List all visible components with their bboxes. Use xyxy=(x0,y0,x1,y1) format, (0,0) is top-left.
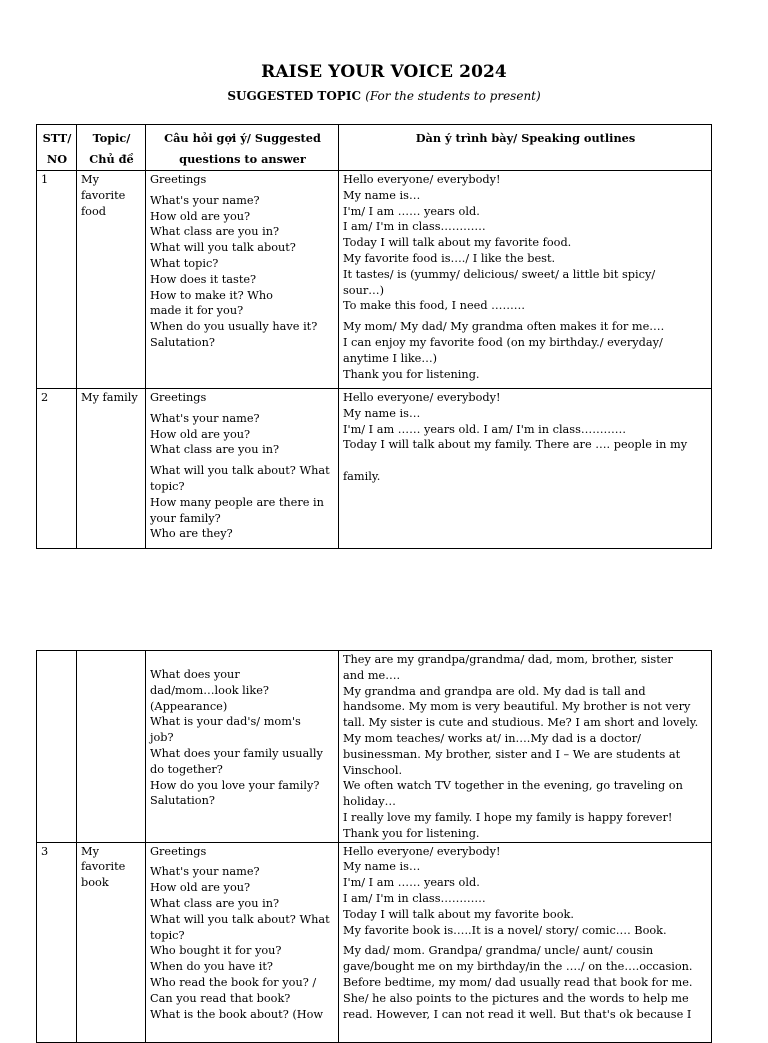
question-line: When do you have it? xyxy=(150,960,273,974)
outline-line: My name is… xyxy=(343,406,421,420)
header-outline xyxy=(339,125,712,171)
question-line: Who bought it for you? xyxy=(150,944,282,958)
topic-line: favorite xyxy=(81,860,126,874)
outline-line: I'm/ I am …… years old. xyxy=(343,876,480,890)
question-line: What does your xyxy=(150,668,240,681)
outline-line: Hello everyone/ everybody! xyxy=(343,391,501,404)
header-topic xyxy=(77,125,146,171)
outline-line: gave/bought me on my birthday/in the …./ on the….occasion. xyxy=(343,960,693,974)
outline-line: It tastes/ is (yummy/ delicious/ sweet/ a little bit spicy/ xyxy=(343,267,656,281)
question-line: What's your name? xyxy=(150,411,260,425)
question-line: How old are you? xyxy=(150,427,251,441)
document-subtitle xyxy=(0,89,768,103)
question-line: Greetings xyxy=(150,173,207,186)
outline-line: Hello everyone/ everybody! xyxy=(343,844,501,858)
question-line: What's your name? xyxy=(150,193,260,207)
question-line: How does it taste? xyxy=(150,272,257,286)
header-no-line: NO xyxy=(46,152,68,166)
question-line: How old are you? xyxy=(150,209,251,223)
row-outline xyxy=(339,171,712,389)
row-outline xyxy=(339,842,712,1042)
outline-line: My mom/ My dad/ My grandma often makes it for me…. xyxy=(343,320,665,334)
header-questions-line: questions to answer xyxy=(179,152,306,166)
topic-line: My family xyxy=(81,391,138,404)
subtitle-main: SUGGESTED TOPIC xyxy=(227,89,361,103)
header-questions xyxy=(146,125,339,171)
outline-line: and me…. xyxy=(343,668,401,682)
question-line: Can you read that book? xyxy=(150,991,291,1005)
header-no xyxy=(37,125,77,171)
topics-table-page-2 xyxy=(36,650,712,1043)
outline-line: Hello everyone/ everybody! xyxy=(343,173,501,186)
outline-line: She/ he also points to the pictures and the words to help me xyxy=(343,991,689,1005)
topic-line: book xyxy=(81,876,109,890)
outline-line: My mom teaches/ works at/ in….My dad is a doctor/ xyxy=(343,731,641,745)
outline-line: Today I will talk about my family. There are …. people in my xyxy=(343,438,688,452)
question-line: What class are you in? xyxy=(150,896,280,910)
outline-line: I'm/ I am …… years old. I am/ I'm in class………… xyxy=(343,422,627,436)
question-line: What class are you in? xyxy=(150,443,280,457)
outline-line: My favorite book is…..It is a novel/ story/ comic…. Book. xyxy=(343,923,667,937)
subtitle-note: (For the students to present) xyxy=(365,89,541,103)
outline-line: Before bedtime, my mom/ dad usually read that book for me. xyxy=(343,975,693,989)
outline-line: holiday… xyxy=(343,795,396,809)
question-line: How to make it? Who xyxy=(150,288,273,302)
row-topic xyxy=(77,651,146,843)
row-number xyxy=(37,651,77,843)
question-line: What does your family usually xyxy=(150,746,323,760)
header-outline-line: Dàn ý trình bày/ Speaking outlines xyxy=(415,131,636,145)
question-line: What will you talk about? What xyxy=(150,464,330,478)
outline-line: My name is… xyxy=(343,860,421,874)
topic-line: My xyxy=(81,844,99,858)
topics-table-page-1 xyxy=(36,124,712,549)
question-line: What will you talk about? What xyxy=(150,912,330,926)
outline-line: To make this food, I need ……… xyxy=(343,299,526,313)
question-line: Greetings xyxy=(150,844,207,858)
outline-line: My dad/ mom. Grandpa/ grandma/ uncle/ aunt/ cousin xyxy=(343,944,654,958)
table-row xyxy=(37,171,712,389)
outline-line: Today I will talk about my favorite book. xyxy=(343,907,574,921)
question-line: Who read the book for you? / xyxy=(150,975,317,989)
outline-line: My grandma and grandpa are old. My dad is tall and xyxy=(343,684,646,698)
question-line: do together? xyxy=(150,762,223,776)
outline-line: read. However, I can not read it well. But that's ok because I xyxy=(343,1007,692,1021)
question-line: topic? xyxy=(150,479,185,493)
outline-line: Thank you for listening. xyxy=(343,367,480,381)
row-topic xyxy=(77,389,146,549)
outline-line: They are my grandpa/grandma/ dad, mom, brother, sister xyxy=(343,653,673,666)
row-questions xyxy=(146,171,339,389)
question-line: topic? xyxy=(150,928,185,942)
table-row xyxy=(37,389,712,549)
outline-line: sour…) xyxy=(343,283,384,297)
question-line: How old are you? xyxy=(150,881,251,895)
outline-line: handsome. My mom is very beautiful. My brother is not very xyxy=(343,700,691,714)
document-title: RAISE YOUR VOICE 2024 xyxy=(261,62,507,82)
question-line: Greetings xyxy=(150,391,207,404)
row-number: 1 xyxy=(37,171,77,389)
row-outline xyxy=(339,651,712,843)
question-line: What is the book about? (How xyxy=(150,1007,324,1021)
question-line: How do you love your family? xyxy=(150,778,320,792)
outline-line: tall. My sister is cute and studious. Me? I am short and lovely. xyxy=(343,716,699,730)
row-topic xyxy=(77,171,146,389)
question-line: How many people are there in xyxy=(150,495,324,509)
row-number: 3 xyxy=(37,842,77,1042)
outline-line: My name is… xyxy=(343,188,421,202)
question-line: your family? xyxy=(150,511,221,525)
question-line: When do you usually have it? xyxy=(150,320,318,334)
question-line: dad/mom…look like? xyxy=(150,683,269,697)
outline-line: I'm/ I am …… years old. xyxy=(343,204,480,218)
table-row xyxy=(37,842,712,1042)
topic-line: My xyxy=(81,173,99,186)
row-questions xyxy=(146,842,339,1042)
outline-line: I really love my family. I hope my family is happy forever! xyxy=(343,810,673,824)
question-line: job? xyxy=(150,731,174,745)
outline-line: businessman. My brother, sister and I – We are students at xyxy=(343,747,681,761)
question-line: What class are you in? xyxy=(150,225,280,239)
outline-line: We often watch TV together in the evening, go traveling on xyxy=(343,779,683,793)
table-header-row xyxy=(37,125,712,171)
row-outline xyxy=(339,389,712,549)
question-line: Salutation? xyxy=(150,794,215,808)
question-line: What is your dad's/ mom's xyxy=(150,715,301,729)
question-line: What will you talk about? xyxy=(150,241,296,255)
question-line: What's your name? xyxy=(150,865,260,879)
row-number: 2 xyxy=(37,389,77,549)
topic-line: favorite xyxy=(81,188,126,202)
outline-line: Thank you for listening. xyxy=(343,826,480,840)
row-questions xyxy=(146,651,339,843)
question-line: What topic? xyxy=(150,256,219,270)
topic-line: food xyxy=(81,204,107,218)
table-row xyxy=(37,651,712,843)
header-no-line: STT/ xyxy=(42,131,72,145)
outline-line: My favorite food is…./ I like the best. xyxy=(343,251,556,265)
row-topic xyxy=(77,842,146,1042)
outline-line: I am/ I'm in class………… xyxy=(343,891,486,905)
outline-line: I am/ I'm in class………… xyxy=(343,220,486,234)
outline-line: family. xyxy=(343,470,381,484)
row-questions xyxy=(146,389,339,549)
header-questions-line: Câu hỏi gợi ý/ Suggested xyxy=(164,131,321,145)
outline-line: anytime I like…) xyxy=(343,351,438,365)
question-line: (Appearance) xyxy=(150,699,228,713)
question-line: made it for you? xyxy=(150,304,244,318)
question-line: Salutation? xyxy=(150,335,215,349)
outline-line: Vinschool. xyxy=(343,763,403,777)
outline-line: I can enjoy my favorite food (on my birthday./ everyday/ xyxy=(343,335,663,349)
outline-line: Today I will talk about my favorite food. xyxy=(343,236,572,250)
question-line: Who are they? xyxy=(150,527,233,541)
header-topic-line: Chủ đề xyxy=(89,152,134,166)
header-topic-line: Topic/ xyxy=(92,131,131,145)
